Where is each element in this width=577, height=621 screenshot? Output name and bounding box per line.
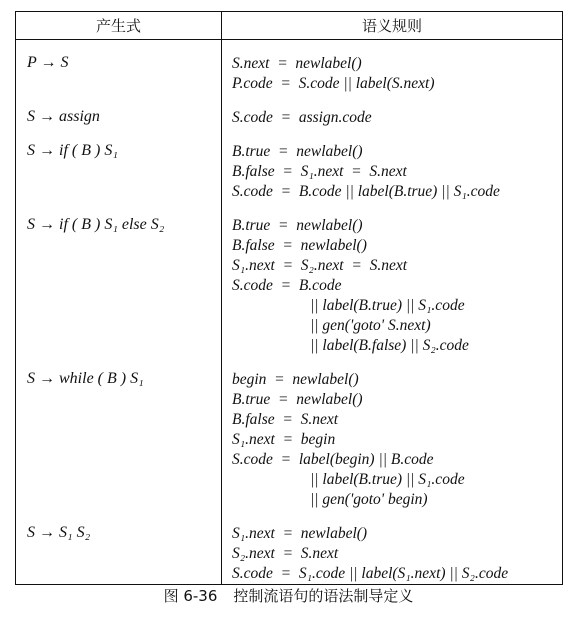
table-row — [16, 104, 563, 128]
rule-line: S.code = assign.code — [232, 109, 372, 126]
production-cell: P → S — [16, 50, 222, 94]
rules-cell — [222, 138, 563, 202]
caption-text: 控制流语句的语法制导定义 — [233, 587, 414, 605]
sdd-table — [15, 11, 563, 585]
table-row — [16, 366, 563, 510]
rule-line: B.false = S.next — [232, 411, 339, 428]
sdd-figure — [15, 11, 562, 585]
rules-cell — [222, 366, 563, 510]
rule-line: || label(B.true) || S₁.code — [310, 471, 465, 488]
header-production: 产生式 — [16, 12, 222, 40]
rule-line: S₂.next = S.next — [232, 545, 339, 562]
rule-line: || label(B.false) || S₂.code — [310, 337, 469, 354]
table-row — [16, 138, 563, 202]
rule-line: S.code = S₁.code || label(S₁.next) || S₂.code — [232, 565, 509, 582]
figure-caption — [0, 585, 577, 606]
table-header-row — [16, 12, 563, 40]
rule-line: S₁.next = S₂.next = S.next — [232, 257, 408, 274]
production-cell: S → assign — [16, 104, 222, 128]
production-cell: S → while ( B ) S₁ — [16, 366, 222, 510]
table-row — [16, 520, 563, 585]
rule-line: S.code = B.code — [232, 277, 342, 294]
rule-line: || label(B.true) || S₁.code — [310, 297, 465, 314]
header-rules: 语义规则 — [222, 12, 563, 40]
rule-line: S₁.next = newlabel() — [232, 525, 368, 542]
rule-line: begin = newlabel() — [232, 371, 359, 388]
rule-line: S.next = newlabel() — [232, 55, 362, 72]
rule-line: P.code = S.code || label(S.next) — [232, 75, 435, 92]
table-row — [16, 212, 563, 356]
table-row — [16, 50, 563, 94]
production-cell: S → if ( B ) S₁ else S₂ — [16, 212, 222, 356]
caption-number: 图 6-36 — [163, 587, 218, 605]
rules-cell — [222, 50, 563, 94]
production-cell: S → S₁ S₂ — [16, 520, 222, 585]
rules-cell — [222, 212, 563, 356]
rule-line: || gen('goto' S.next) — [310, 317, 431, 334]
rule-line: B.true = newlabel() — [232, 217, 363, 234]
rule-line: S.code = label(begin) || B.code — [232, 451, 434, 468]
production-cell: S → if ( B ) S₁ — [16, 138, 222, 202]
rule-line: S.code = B.code || label(B.true) || S₁.code — [232, 183, 500, 200]
rule-line: B.true = newlabel() — [232, 391, 363, 408]
rules-cell — [222, 104, 563, 128]
rule-line: B.false = newlabel() — [232, 237, 367, 254]
rule-line: S₁.next = begin — [232, 431, 336, 448]
rule-line: B.true = newlabel() — [232, 143, 363, 160]
rule-line: || gen('goto' begin) — [310, 491, 428, 508]
rule-line: B.false = S₁.next = S.next — [232, 163, 407, 180]
rules-cell — [222, 520, 563, 585]
